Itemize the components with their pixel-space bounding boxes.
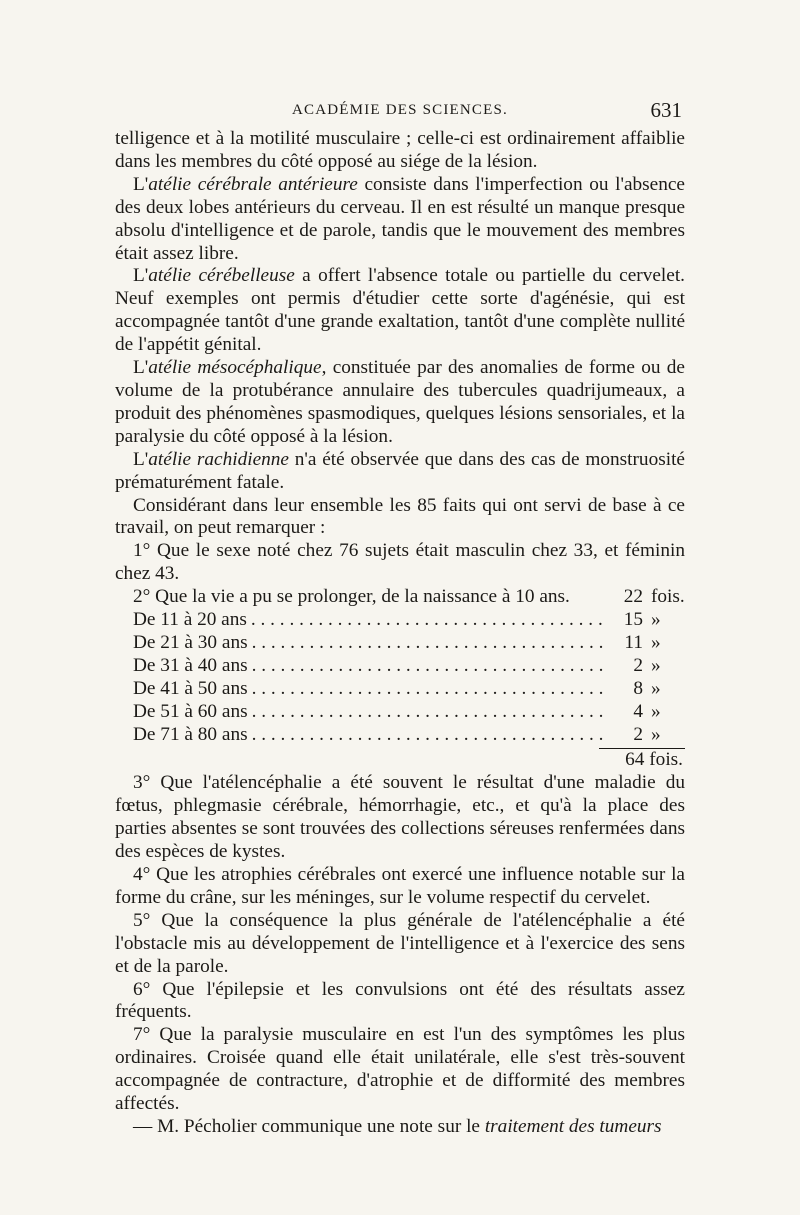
running-title: ACADÉMIE DES SCIENCES. <box>292 102 508 118</box>
paragraph-point-5: 5° Que la conséquence la plus générale de l'atélencéphalie a été l'obstacle mis au développement de l'intelligence et à l'exercice des sens et de la parole. <box>115 909 685 977</box>
term-traitement-des-tumeurs: traitement des tumeurs <box>484 1115 662 1137</box>
paragraph-pecholier: — M. Pécholier communique une note sur le traitement des tumeurs <box>133 1115 662 1137</box>
term-atelie-cerebelleuse: atélie cérébelleuse <box>148 265 295 287</box>
paragraph-point-1: 1° Que le sexe noté chez 76 sujets était masculin chez 33, et féminin chez 43. <box>115 540 685 585</box>
paragraph-atelie-anterieure: L'atélie cérébrale antérieure consiste dans l'imperfection ou l'absence des deux lobes antérieurs du cerveau. Il en est résulté un manque presque absolu d'intelligence et de parole, tandis que le mouvement des membres était assez libre. <box>115 173 685 264</box>
paragraph-point-7: 7° Que la paralysie musculaire en est l'un des symptômes les plus ordinaires. Croisée quand elle était unilatérale, elle s'est très-souvent accompagnée de contracture, d'atrophie et de difformité des membres affectés. <box>115 1024 685 1115</box>
term-atelie-cerebrale-anterieure: atélie cérébrale antérieure <box>148 173 358 195</box>
age-row-first: 2° Que la vie a pu se prolonger, de la naissance à 10 ans. 22 fois. <box>133 586 685 608</box>
age-total: 64 fois. <box>625 749 683 771</box>
paragraph-1: telligence et à la motilité musculaire ; celle-ci est ordinairement affaiblie dans les membres du côté opposé au siége de la lésion. <box>115 128 685 172</box>
paragraph-atelie-cerebelleuse: L'atélie cérébelleuse a offert l'absence totale ou partielle du cervelet. Neuf exemples ont permis d'étudier cette sorte d'agénésie, qui est accompagnée tantôt d'une grande exaltation, tantôt d'une complète nullité de l'appétit génital. <box>115 265 685 356</box>
running-header <box>118 98 682 126</box>
age-row: De 31 à 40 ans . . . 2 » <box>133 655 685 678</box>
term-atelie-mesocephalique: atélie mésocéphalique <box>148 357 322 379</box>
paragraph-considerant: Considérant dans leur ensemble les 85 faits qui ont servi de base à ce travail, on peut remarquer : <box>115 494 685 539</box>
body-text <box>115 128 685 1139</box>
paragraph-atelie-rachidienne: L'atélie rachidienne n'a été observée que dans des cas de monstruosité prématurément fatale. <box>115 448 685 493</box>
term-atelie-rachidienne: atélie rachidienne <box>148 448 289 470</box>
paragraph-point-3: 3° Que l'atélencéphalie a été souvent le résultat d'une maladie du fœtus, phlegmasie cérébrale, hémorrhagie, etc., et qu'à la place des parties absentes se sont trouvées des collections séreuses renfermées dans des espèces de kystes. <box>115 772 685 863</box>
age-row: De 11 à 20 ans . . . 15 » <box>133 609 685 632</box>
paragraph-point-6: 6° Que l'épilepsie et les convulsions ont été des résultats assez fréquents. <box>115 978 685 1023</box>
age-row: De 51 à 60 ans . . . 4 » <box>133 701 685 724</box>
age-row: De 41 à 50 ans . . . 8 » <box>133 678 685 701</box>
paragraph-point-4: 4° Que les atrophies cérébrales ont exercé une influence notable sur la forme du crâne, sur les méninges, sur le volume respectif du cervelet. <box>115 864 685 908</box>
paragraph-atelie-mesocephalique: L'atélie mésocéphalique, constituée par des anomalies de forme ou de volume de la protubérance annulaire des tubercules quadrijumeaux, a produit des phénomènes spasmodiques, quelques lésions sensoriales, et la paralysie du côté opposé à la lésion. <box>115 357 685 447</box>
page-number: 631 <box>650 98 682 122</box>
age-row: De 71 à 80 ans . . . 2 » <box>133 724 685 747</box>
age-row: De 21 à 30 ans . . . 11 » <box>133 632 685 655</box>
